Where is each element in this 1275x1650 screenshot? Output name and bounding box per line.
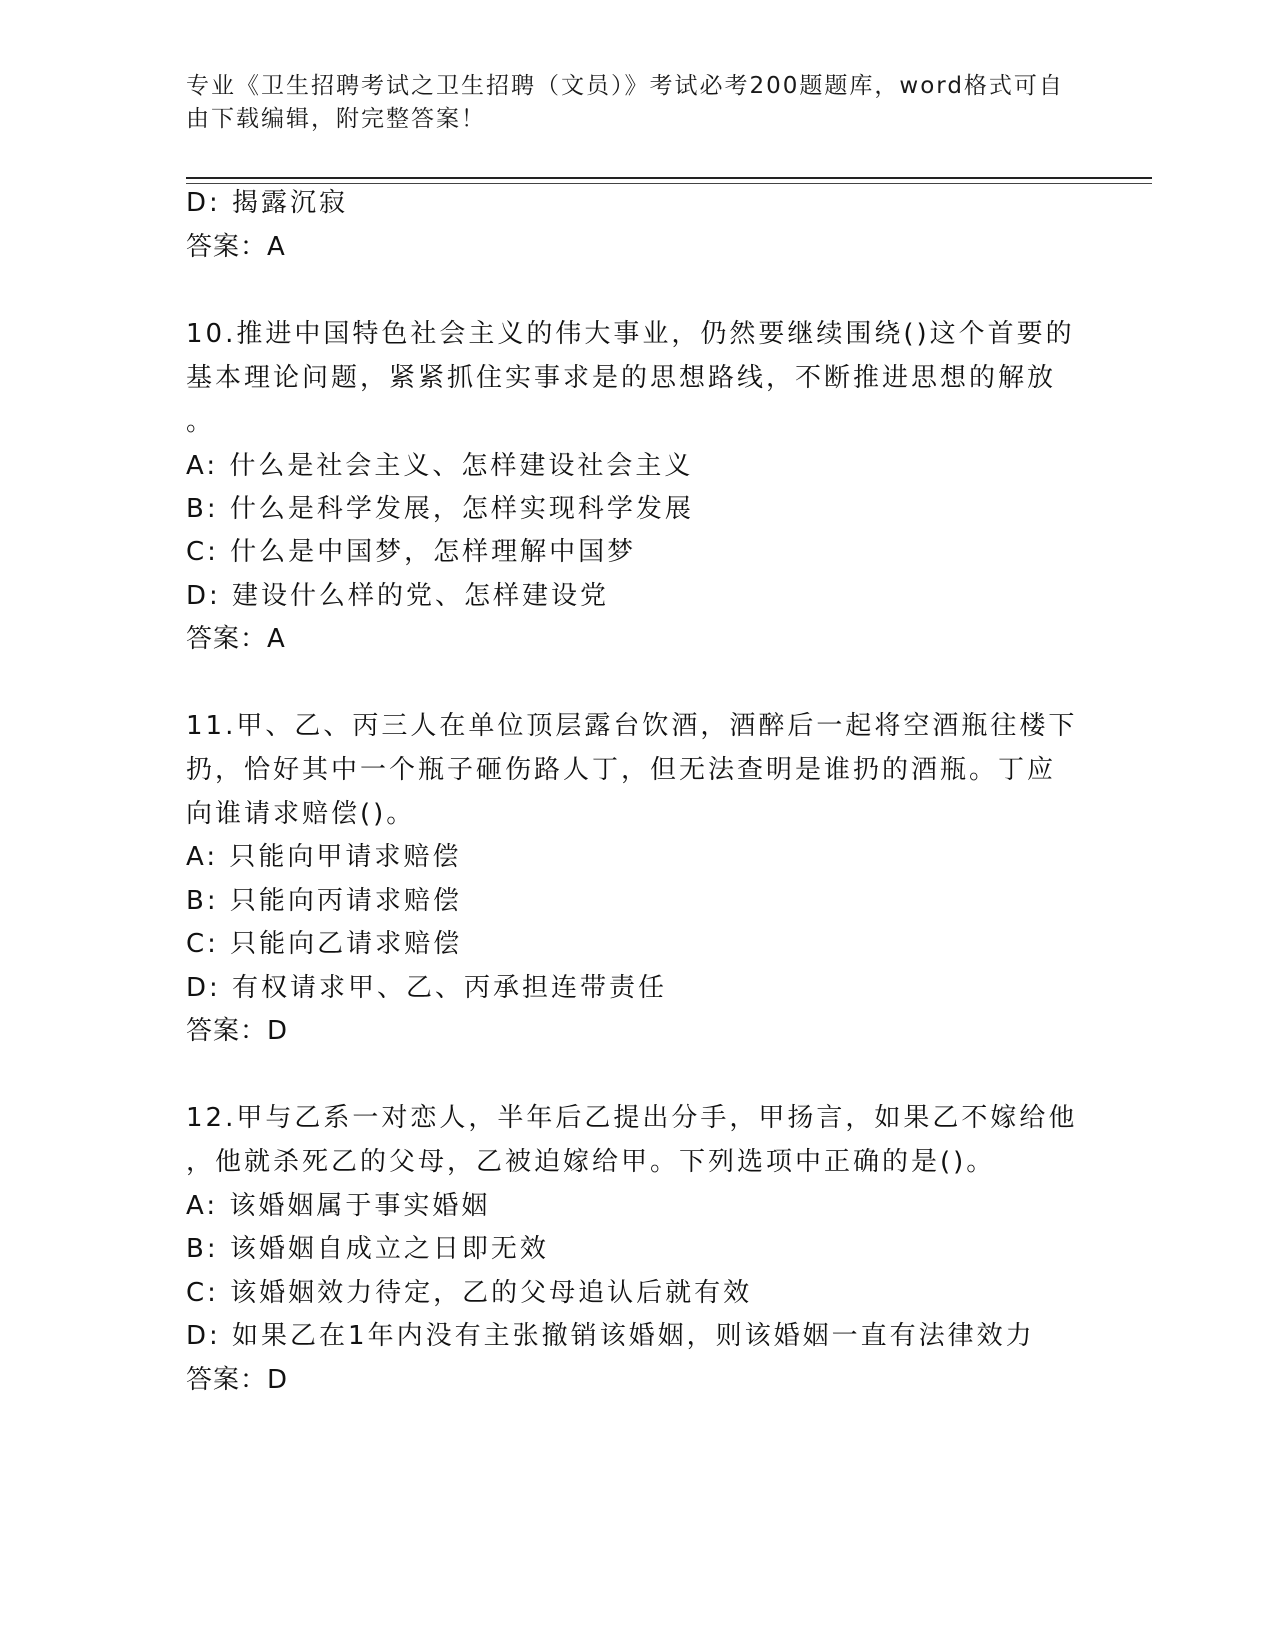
question-12-answer: 答案：D: [186, 1365, 289, 1395]
document-title-line-1: 专业《卫生招聘考试之卫生招聘（文员）》考试必考200题题库，word格式可自: [186, 73, 1064, 99]
option-d: D: 揭露沉寂: [186, 188, 349, 218]
question-11-option-c: C: 只能向乙请求赔偿: [186, 929, 463, 959]
question-11-stem-line-2: 扔，恰好其中一个瓶子砸伤路人丁，但无法查明是谁扔的酒瓶。丁应: [186, 755, 1057, 785]
question-12-option-a: A: 该婚姻属于事实婚姻: [186, 1191, 491, 1221]
question-10-stem-line-1: 10.推进中国特色社会主义的伟大事业，仍然要继续围绕()这个首要的: [186, 319, 1075, 349]
question-12-option-d: D: 如果乙在1年内没有主张撤销该婚姻，则该婚姻一直有法律效力: [186, 1321, 1035, 1351]
question-11-answer: 答案：D: [186, 1016, 289, 1046]
question-11-stem-line-1: 11.甲、乙、丙三人在单位顶层露台饮酒，酒醉后一起将空酒瓶往楼下: [186, 711, 1078, 741]
document-title-line-2: 由下载编辑，附完整答案！: [186, 106, 486, 132]
question-12-option-c: C: 该婚姻效力待定，乙的父母追认后就有效: [186, 1278, 753, 1308]
question-12-option-b: B: 该婚姻自成立之日即无效: [186, 1234, 549, 1264]
answer-label: 答案：A: [186, 232, 286, 262]
question-11-option-d: D: 有权请求甲、乙、丙承担连带责任: [186, 973, 668, 1003]
header-divider-thick: [186, 177, 1152, 179]
question-12-stem-line-1: 12.甲与乙系一对恋人，半年后乙提出分手，甲扬言，如果乙不嫁给他: [186, 1103, 1078, 1133]
question-10-option-b: B: 什么是科学发展，怎样实现科学发展: [186, 494, 694, 524]
question-12-stem-line-2: ，他就杀死乙的父母，乙被迫嫁给甲。下列选项中正确的是()。: [186, 1147, 996, 1177]
question-10-option-c: C: 什么是中国梦，怎样理解中国梦: [186, 537, 637, 567]
question-11-stem-line-3: 向谁请求赔偿()。: [186, 799, 416, 829]
question-11-option-b: B: 只能向丙请求赔偿: [186, 886, 462, 916]
header-divider-thin: [186, 183, 1152, 184]
document-title: [186, 70, 1066, 136]
question-10-answer: 答案：A: [186, 624, 286, 654]
question-11-option-a: A: 只能向甲请求赔偿: [186, 842, 462, 872]
question-10-option-d: D: 建设什么样的党、怎样建设党: [186, 581, 610, 611]
question-10-stem-line-3: 。: [186, 407, 216, 437]
question-10-stem-line-2: 基本理论问题，紧紧抓住实事求是的思想路线，不断推进思想的解放: [186, 363, 1057, 393]
question-10-option-a: A: 什么是社会主义、怎样建设社会主义: [186, 451, 694, 481]
